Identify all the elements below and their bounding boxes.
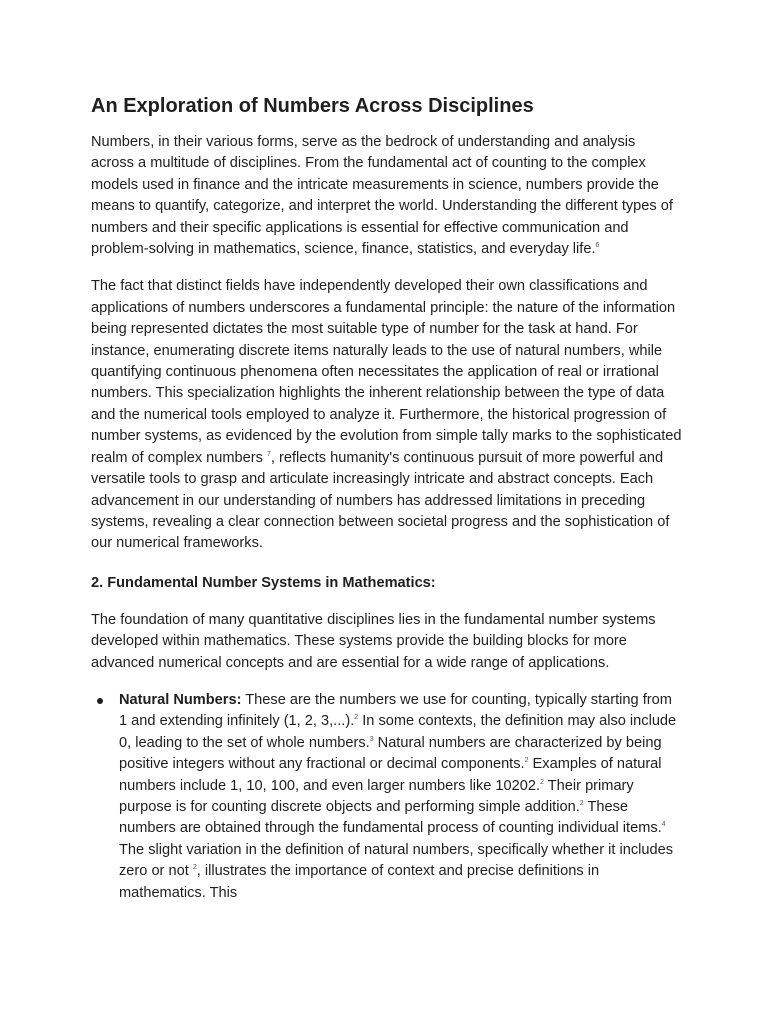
list-item-natural-numbers — [119, 690, 682, 904]
intro-paragraph-2-text-b: , reflects humanity's continuous pursuit of more powerful and versatile tools to grasp and articulate increasingly intricate and abstract concepts. Each advancement in our understanding of numbers has addressed limitations in preceding systems, revealing a clear connection between societal progress and the sophistication of our numerical frameworks. — [91, 449, 670, 552]
term-label: Natural Numbers: — [119, 691, 242, 708]
footnote-ref[interactable]: 2 — [354, 714, 359, 722]
footnote-ref[interactable]: 2 — [192, 864, 197, 872]
footnote-ref[interactable]: 2 — [524, 757, 529, 765]
number-systems-list — [91, 690, 682, 904]
list-item-text: These numbers are obtained through the fundamental process of counting individual items. — [119, 798, 662, 837]
section-intro-paragraph: The foundation of many quantitative disciplines lies in the fundamental number systems developed within mathematics. These systems provide the building blocks for more advanced numerical concepts and are essential for a wide range of applications. — [91, 611, 656, 671]
intro-paragraph-1 — [91, 132, 682, 260]
intro-paragraph-1-text: Numbers, in their various forms, serve as the bedrock of understanding and analysis across a multitude of disciplines. From the fundamental act of counting to the complex models used in finance and the intricate measurements in science, numbers provide the means to quantify, categorize, and interpret the world. Understanding the different types of numbers and their specific applications is essential for effective communication and problem-solving in mathematics, science, finance, statistics, and everyday life. — [91, 134, 673, 258]
footnote-ref[interactable]: 2 — [540, 778, 544, 786]
page-title: An Exploration of Numbers Across Disciplines — [91, 95, 534, 117]
list-item-text: Examples of natural numbers include 1, 10, 100, and even larger numbers like 10202. — [119, 756, 662, 794]
list-item-text: , illustrates the importance of context and precise definitions in mathematics. This — [119, 863, 600, 901]
intro-paragraph-2-text-a: The fact that distinct fields have independently developed their own classifications and applications of numbers underscores a fundamental principle: the nature of the information being represented dictates the most suitable type of number for the task at hand. For instance, enumerating discrete items naturally leads to the use of natural numbers, while quantifying continuous phenomena often necessitates the application of real or irrational numbers. This specialization highlights the inherent relationship between the type of data and the numerical tools employed to analyze it. Furthermore, the historical progression of number systems, as evidenced by the evolution from simple tally marks to the sophisticated realm of complex numbers — [91, 278, 682, 466]
footnote-ref[interactable]: 4 — [661, 821, 666, 829]
list-item-text: Their primary purpose is for counting discrete objects and performing simple addition. — [119, 777, 634, 815]
bullet-icon — [97, 698, 103, 704]
section-heading: 2. Fundamental Number Systems in Mathematics: — [91, 574, 436, 591]
footnote-ref[interactable]: 3 — [369, 735, 374, 743]
list-item-text: In some contexts, the definition may also include 0, leading to the set of whole numbers. — [119, 713, 677, 751]
list-item-text: These are the numbers we use for counting, typically starting from 1 and extending infinitely (1, 2, 3,...). — [119, 691, 672, 730]
intro-paragraph-2 — [91, 276, 682, 554]
list-item-text: The slight variation in the definition of natural numbers, specifically whether it includes zero or not — [119, 841, 674, 880]
footnote-ref[interactable]: 7 — [267, 450, 271, 458]
list-item-text: Natural numbers are characterized by being positive integers without any fractional or decimal components. — [119, 734, 662, 773]
footnote-ref[interactable]: 2 — [579, 799, 584, 807]
footnote-ref[interactable]: 6 — [595, 242, 600, 250]
